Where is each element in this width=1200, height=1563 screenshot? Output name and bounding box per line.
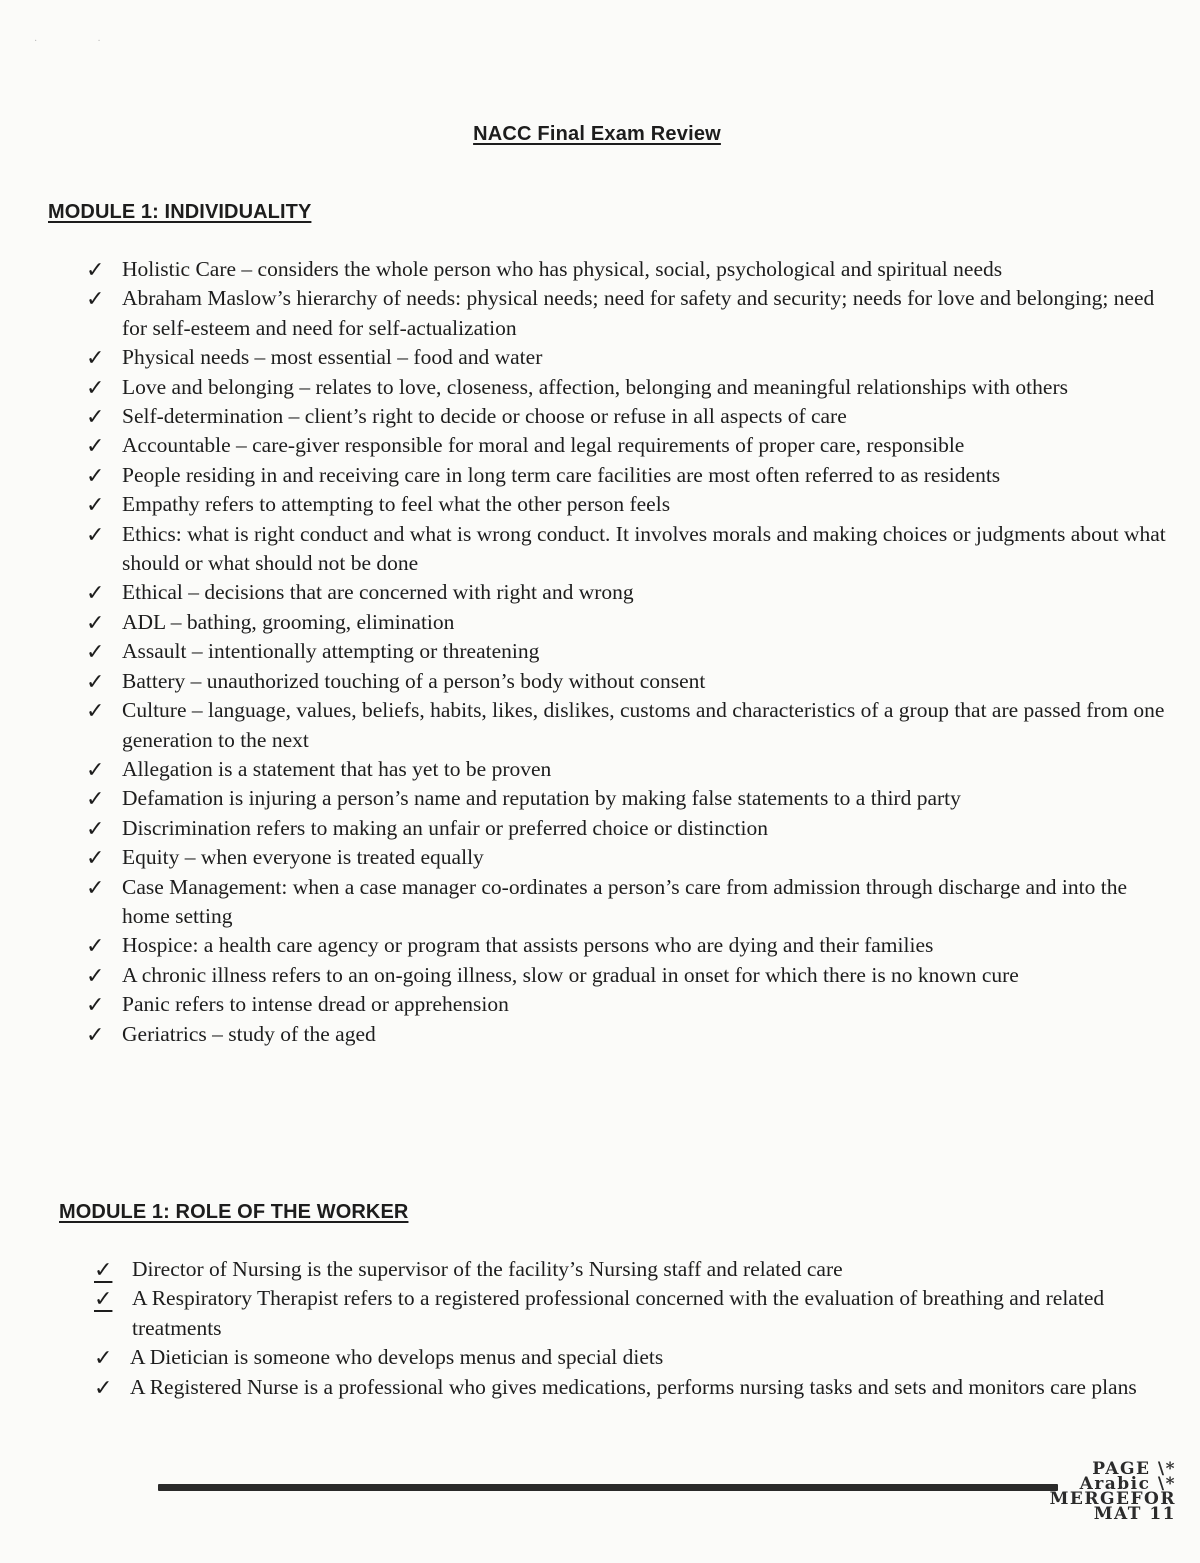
list-item xyxy=(86,608,1166,637)
list-item xyxy=(86,578,1166,607)
checkmark-icon: ✓ xyxy=(86,668,105,694)
list-item xyxy=(86,696,1166,755)
list-item-text: A chronic illness refers to an on-going illness, slow or gradual in onset for which there is no known cure xyxy=(122,962,1019,987)
list-item-text: Allegation is a statement that has yet to be proven xyxy=(122,756,552,781)
list-item xyxy=(86,490,1166,519)
list-item xyxy=(86,637,1166,666)
checkmark-icon: ✓ xyxy=(86,609,105,635)
list-item-text: Self-determination – client’s right to decide or choose or refuse in all aspects of care xyxy=(122,404,847,429)
list-item-text: People residing in and receiving care in long term care facilities are most often referred to as residents xyxy=(122,462,1001,487)
list-item xyxy=(86,1020,1166,1049)
list-item xyxy=(86,931,1166,960)
checkmark-icon: ✓ xyxy=(86,933,105,959)
list-item xyxy=(86,814,1166,843)
list-item-text: Ethical – decisions that are concerned with right and wrong xyxy=(122,580,634,605)
checkmark-icon: ✓ xyxy=(86,492,105,518)
checkmark-icon: ✓ xyxy=(86,756,105,782)
list-item-text: Panic refers to intense dread or apprehension xyxy=(122,992,509,1017)
list-item-text: Case Management: when a case manager co-ordinates a person’s care from admission through discharge and into the home setting xyxy=(122,874,1127,928)
list-item-text: Hospice: a health care agency or program that assists persons who are dying and their families xyxy=(122,933,934,958)
list-item-text: Battery – unauthorized touching of a person’s body without consent xyxy=(122,668,706,693)
list-item-text: Defamation is injuring a person’s name and reputation by making false statements to a third party xyxy=(122,786,961,811)
checkmark-icon: ✓ xyxy=(94,1257,113,1282)
list-item xyxy=(94,1284,1154,1343)
checkmark-icon: ✓ xyxy=(86,1021,105,1047)
checkmark-icon: ✓ xyxy=(86,521,105,547)
footer-rule xyxy=(158,1484,1058,1491)
list-item-text: Abraham Maslow’s hierarchy of needs: physical needs; need for safety and security; needs for love and belonging; need for self-esteem and need for self-actualization xyxy=(122,286,1155,340)
list-item xyxy=(86,667,1166,696)
list-item xyxy=(86,520,1166,579)
list-item xyxy=(86,255,1166,284)
list-item-text: Discrimination refers to making an unfair or preferred choice or distinction xyxy=(122,815,768,840)
checkmark-icon: ✓ xyxy=(86,404,105,430)
list-item xyxy=(86,990,1166,1019)
checkmark-icon: ✓ xyxy=(86,462,105,488)
list-item xyxy=(86,431,1166,460)
checkmark-icon: ✓ xyxy=(86,786,105,812)
list-item-text: Empathy refers to attempting to feel what the other person feels xyxy=(122,492,671,517)
checkmark-icon: ✓ xyxy=(86,374,105,400)
list-item-text: Love and belonging – relates to love, closeness, affection, belonging and meaningful relationships with others xyxy=(122,374,1068,399)
field-code-line: MERGEFOR xyxy=(1049,1489,1176,1509)
section-heading-role-of-worker: MODULE 1: ROLE OF THE WORKER xyxy=(59,1201,409,1223)
checkmark-icon: ✓ xyxy=(86,433,105,459)
checkmark-icon: ✓ xyxy=(86,992,105,1018)
checkmark-icon: ✓ xyxy=(86,698,105,724)
page-field-code xyxy=(966,1459,1176,1524)
list-item-text: Geriatrics – study of the aged xyxy=(122,1021,376,1046)
checkmark-icon: ✓ xyxy=(86,286,105,312)
list-item-text: Culture – language, values, beliefs, habits, likes, dislikes, customs and characteristics of a group that are passed from one generation to the next xyxy=(122,698,1165,752)
list-item-text: Physical needs – most essential – food and water xyxy=(122,345,543,370)
checkmark-icon: ✓ xyxy=(86,639,105,665)
checkmark-icon: ✓ xyxy=(94,1286,113,1312)
page-title: NACC Final Exam Review xyxy=(473,123,721,146)
list-item xyxy=(86,784,1166,813)
scan-artifact: ·· xyxy=(34,36,161,47)
list-item-text: A Dietician is someone who develops menus and special diets xyxy=(130,1345,664,1370)
list-item-text: A Respiratory Therapist refers to a registered professional concerned with the evaluation of breathing and related treatments xyxy=(132,1286,1105,1340)
list-item-text: ADL – bathing, grooming, elimination xyxy=(122,609,455,634)
checkmark-icon: ✓ xyxy=(86,815,105,841)
list-item xyxy=(86,461,1166,490)
role-of-worker-list xyxy=(94,1255,1154,1402)
list-item-text: A Registered Nurse is a professional who gives medications, performs nursing tasks and sets and monitors care plans xyxy=(130,1374,1137,1399)
list-item xyxy=(94,1343,1154,1372)
checkmark-icon: ✓ xyxy=(94,1345,113,1371)
list-item xyxy=(86,373,1166,402)
checkmark-icon: ✓ xyxy=(86,580,105,606)
checkmark-icon: ✓ xyxy=(86,845,105,871)
field-code-line: Arabic \* xyxy=(1079,1474,1176,1494)
checkmark-icon: ✓ xyxy=(86,874,105,900)
individuality-list xyxy=(86,255,1166,1049)
field-code-line: PAGE \* xyxy=(1092,1459,1176,1479)
checkmark-icon: ✓ xyxy=(94,1374,113,1400)
list-item xyxy=(94,1255,1154,1284)
section-heading-individuality: MODULE 1: INDIVIDUALITY xyxy=(48,201,312,223)
list-item-text: Holistic Care – considers the whole person who has physical, social, psychological and spiritual needs xyxy=(122,257,1003,281)
list-item-text: Director of Nursing is the supervisor of the facility’s Nursing staff and related care xyxy=(132,1257,843,1281)
checkmark-icon: ✓ xyxy=(86,345,105,371)
list-item-text: Assault – intentionally attempting or threatening xyxy=(122,639,540,664)
list-item-text: Equity – when everyone is treated equally xyxy=(122,845,484,870)
list-item xyxy=(86,843,1166,872)
list-item xyxy=(94,1373,1154,1402)
list-item xyxy=(86,873,1166,932)
list-item-text: Accountable – care-giver responsible for moral and legal requirements of proper care, responsible xyxy=(122,433,965,458)
list-item xyxy=(86,343,1166,372)
list-item xyxy=(86,755,1166,784)
field-code-line: MAT 11 xyxy=(1093,1504,1176,1524)
list-item xyxy=(86,284,1166,343)
checkmark-icon: ✓ xyxy=(86,257,105,282)
list-item-text: Ethics: what is right conduct and what is wrong conduct. It involves morals and making choices or judgments about what should or what should not be done xyxy=(122,521,1166,576)
checkmark-icon: ✓ xyxy=(86,962,105,988)
list-item xyxy=(86,402,1166,431)
list-item xyxy=(86,961,1166,990)
